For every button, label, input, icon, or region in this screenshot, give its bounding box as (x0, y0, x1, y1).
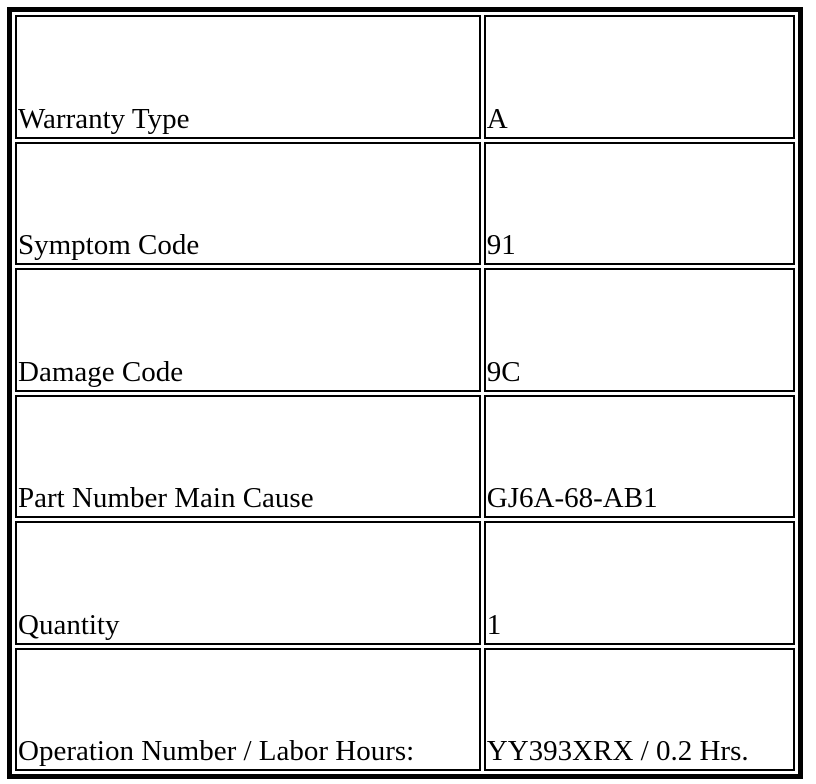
damage-code-value: 9C (484, 268, 795, 392)
operation-labor-hours-value: YY393XRX / 0.2 Hrs. (484, 648, 795, 772)
warranty-type-value: A (484, 15, 795, 139)
row-part-number-main-cause (15, 395, 795, 519)
row-warranty-type (15, 15, 795, 139)
row-quantity (15, 521, 795, 645)
damage-code-label: Damage Code (15, 268, 481, 392)
operation-labor-hours-label: Operation Number / Labor Hours: (15, 648, 481, 772)
part-number-main-cause-label: Part Number Main Cause (15, 395, 481, 519)
row-operation-labor-hours (15, 648, 795, 772)
quantity-label: Quantity (15, 521, 481, 645)
warranty-info-table-frame (7, 7, 803, 779)
symptom-code-value: 91 (484, 142, 795, 266)
row-symptom-code (15, 142, 795, 266)
warranty-type-label: Warranty Type (15, 15, 481, 139)
warranty-info-table (12, 12, 798, 774)
row-damage-code (15, 268, 795, 392)
quantity-value: 1 (484, 521, 795, 645)
symptom-code-label: Symptom Code (15, 142, 481, 266)
part-number-main-cause-value: GJ6A-68-AB1 (484, 395, 795, 519)
